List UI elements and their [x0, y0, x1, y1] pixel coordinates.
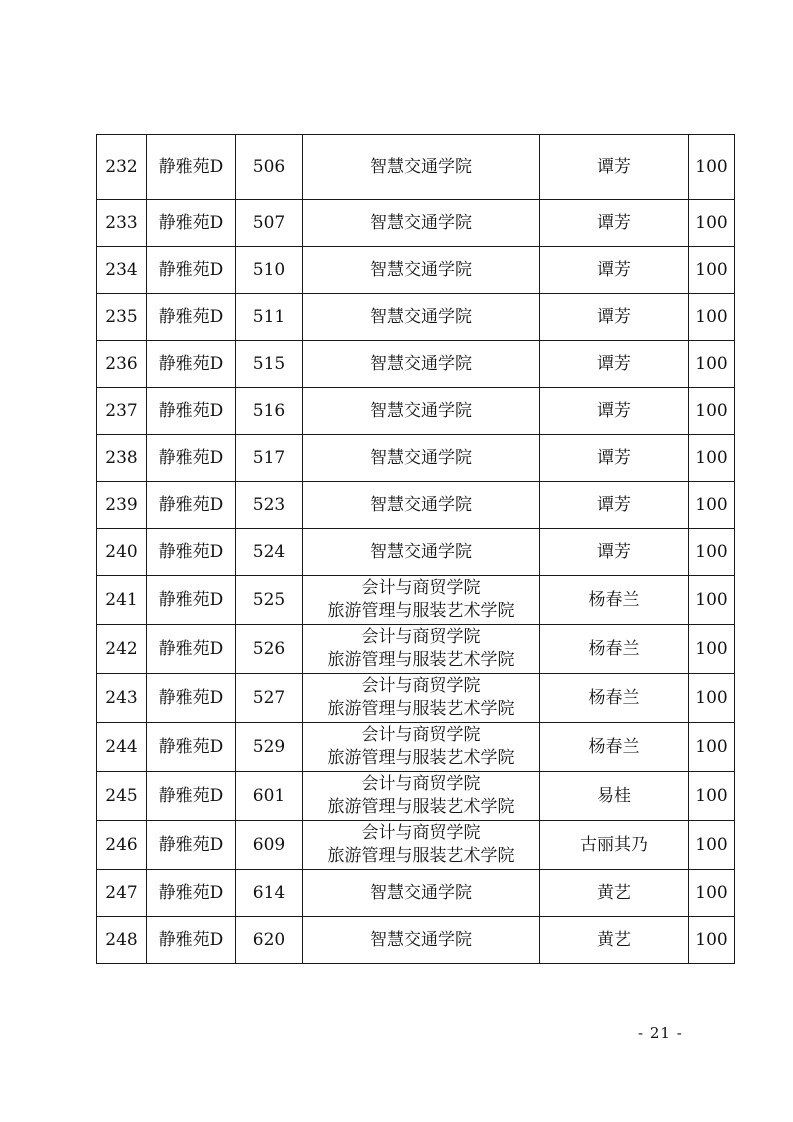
- college-name: 旅游管理与服装艺术学院: [327, 601, 515, 621]
- table-row: [97, 917, 735, 964]
- row-number-cell: 241: [97, 576, 147, 625]
- table-row: [97, 870, 735, 917]
- college-cell: [303, 576, 540, 625]
- person-cell: 谭芳: [540, 388, 689, 435]
- building-cell: 静雅苑D: [147, 482, 236, 529]
- room-number-cell: 601: [236, 772, 303, 821]
- table-row: [97, 723, 735, 772]
- row-number-cell: 246: [97, 821, 147, 870]
- score-cell: 100: [689, 821, 735, 870]
- building-cell: 静雅苑D: [147, 723, 236, 772]
- room-number-cell: 511: [236, 294, 303, 341]
- college-name: 会计与商贸学院: [361, 774, 481, 794]
- building-cell: 静雅苑D: [147, 435, 236, 482]
- college-cell: [303, 772, 540, 821]
- college-name: 智慧交通学院: [370, 494, 472, 515]
- building-cell: 静雅苑D: [147, 674, 236, 723]
- score-cell: 100: [689, 341, 735, 388]
- row-number-cell: 236: [97, 341, 147, 388]
- row-number-cell: 232: [97, 135, 147, 200]
- score-cell: 100: [689, 482, 735, 529]
- building-cell: 静雅苑D: [147, 917, 236, 964]
- table-row: [97, 576, 735, 625]
- college-name: 会计与商贸学院: [361, 578, 481, 598]
- score-cell: 100: [689, 247, 735, 294]
- college-cell: [303, 723, 540, 772]
- college-name: 智慧交通学院: [370, 541, 472, 562]
- person-cell: 杨春兰: [540, 723, 689, 772]
- table-row: [97, 135, 735, 200]
- room-number-cell: 507: [236, 200, 303, 247]
- score-cell: 100: [689, 870, 735, 917]
- table-row: [97, 435, 735, 482]
- table-row: [97, 294, 735, 341]
- college-cell: [303, 388, 540, 435]
- college-name: 智慧交通学院: [370, 882, 472, 903]
- room-number-cell: 620: [236, 917, 303, 964]
- row-number-cell: 247: [97, 870, 147, 917]
- room-number-cell: 516: [236, 388, 303, 435]
- building-cell: 静雅苑D: [147, 772, 236, 821]
- building-cell: 静雅苑D: [147, 294, 236, 341]
- row-number-cell: 235: [97, 294, 147, 341]
- building-cell: 静雅苑D: [147, 576, 236, 625]
- person-cell: 古丽其乃: [540, 821, 689, 870]
- row-number-cell: 243: [97, 674, 147, 723]
- building-cell: 静雅苑D: [147, 341, 236, 388]
- college-name: 会计与商贸学院: [361, 676, 481, 696]
- page-number: - 21 -: [638, 1024, 683, 1042]
- college-cell: [303, 482, 540, 529]
- room-number-cell: 527: [236, 674, 303, 723]
- room-number-cell: 524: [236, 529, 303, 576]
- row-number-cell: 244: [97, 723, 147, 772]
- table-row: [97, 388, 735, 435]
- row-number-cell: 234: [97, 247, 147, 294]
- room-number-cell: 529: [236, 723, 303, 772]
- room-number-cell: 510: [236, 247, 303, 294]
- person-cell: 谭芳: [540, 435, 689, 482]
- person-cell: 黄艺: [540, 917, 689, 964]
- person-cell: 杨春兰: [540, 576, 689, 625]
- row-number-cell: 239: [97, 482, 147, 529]
- college-cell: [303, 870, 540, 917]
- person-cell: 谭芳: [540, 135, 689, 200]
- table-body: [97, 135, 735, 964]
- score-cell: 100: [689, 576, 735, 625]
- dormitory-score-table: [96, 134, 735, 964]
- table-row: [97, 247, 735, 294]
- person-cell: 黄艺: [540, 870, 689, 917]
- room-number-cell: 517: [236, 435, 303, 482]
- table-row: [97, 200, 735, 247]
- college-name: 智慧交通学院: [370, 212, 472, 233]
- college-name: 旅游管理与服装艺术学院: [327, 748, 515, 768]
- table-row: [97, 529, 735, 576]
- college-cell: [303, 625, 540, 674]
- row-number-cell: 240: [97, 529, 147, 576]
- college-name: 会计与商贸学院: [361, 627, 481, 647]
- table-row: [97, 674, 735, 723]
- college-name: 智慧交通学院: [370, 447, 472, 468]
- table-row: [97, 482, 735, 529]
- college-name: 智慧交通学院: [370, 156, 472, 177]
- row-number-cell: 237: [97, 388, 147, 435]
- college-cell: [303, 341, 540, 388]
- college-name: 旅游管理与服装艺术学院: [327, 797, 515, 817]
- score-cell: 100: [689, 674, 735, 723]
- score-cell: 100: [689, 723, 735, 772]
- college-name: 旅游管理与服装艺术学院: [327, 699, 515, 719]
- room-number-cell: 515: [236, 341, 303, 388]
- college-name: 智慧交通学院: [370, 259, 472, 280]
- college-cell: [303, 529, 540, 576]
- college-cell: [303, 917, 540, 964]
- row-number-cell: 238: [97, 435, 147, 482]
- college-cell: [303, 821, 540, 870]
- person-cell: 谭芳: [540, 200, 689, 247]
- college-name: 智慧交通学院: [370, 929, 472, 950]
- college-name: 智慧交通学院: [370, 306, 472, 327]
- room-number-cell: 526: [236, 625, 303, 674]
- person-cell: 谭芳: [540, 482, 689, 529]
- row-number-cell: 245: [97, 772, 147, 821]
- row-number-cell: 242: [97, 625, 147, 674]
- college-name: 智慧交通学院: [370, 353, 472, 374]
- college-name: 旅游管理与服装艺术学院: [327, 650, 515, 670]
- score-cell: 100: [689, 772, 735, 821]
- score-cell: 100: [689, 200, 735, 247]
- college-cell: [303, 435, 540, 482]
- person-cell: 谭芳: [540, 529, 689, 576]
- college-cell: [303, 135, 540, 200]
- college-name: 智慧交通学院: [370, 400, 472, 421]
- college-cell: [303, 294, 540, 341]
- building-cell: 静雅苑D: [147, 247, 236, 294]
- college-name: 会计与商贸学院: [361, 823, 481, 843]
- score-cell: 100: [689, 388, 735, 435]
- building-cell: 静雅苑D: [147, 200, 236, 247]
- score-cell: 100: [689, 917, 735, 964]
- room-number-cell: 523: [236, 482, 303, 529]
- room-number-cell: 525: [236, 576, 303, 625]
- score-cell: 100: [689, 625, 735, 674]
- building-cell: 静雅苑D: [147, 135, 236, 200]
- score-cell: 100: [689, 529, 735, 576]
- row-number-cell: 233: [97, 200, 147, 247]
- person-cell: 谭芳: [540, 294, 689, 341]
- building-cell: 静雅苑D: [147, 870, 236, 917]
- building-cell: 静雅苑D: [147, 388, 236, 435]
- room-number-cell: 609: [236, 821, 303, 870]
- row-number-cell: 248: [97, 917, 147, 964]
- person-cell: 谭芳: [540, 247, 689, 294]
- college-cell: [303, 200, 540, 247]
- score-cell: 100: [689, 435, 735, 482]
- table-row: [97, 821, 735, 870]
- table-row: [97, 625, 735, 674]
- college-cell: [303, 674, 540, 723]
- room-number-cell: 506: [236, 135, 303, 200]
- building-cell: 静雅苑D: [147, 529, 236, 576]
- person-cell: 谭芳: [540, 341, 689, 388]
- score-cell: 100: [689, 294, 735, 341]
- building-cell: 静雅苑D: [147, 821, 236, 870]
- table-row: [97, 341, 735, 388]
- college-name: 会计与商贸学院: [361, 725, 481, 745]
- room-number-cell: 614: [236, 870, 303, 917]
- person-cell: 杨春兰: [540, 625, 689, 674]
- building-cell: 静雅苑D: [147, 625, 236, 674]
- college-cell: [303, 247, 540, 294]
- college-name: 旅游管理与服装艺术学院: [327, 846, 515, 866]
- person-cell: 易桂: [540, 772, 689, 821]
- person-cell: 杨春兰: [540, 674, 689, 723]
- score-cell: 100: [689, 135, 735, 200]
- table-row: [97, 772, 735, 821]
